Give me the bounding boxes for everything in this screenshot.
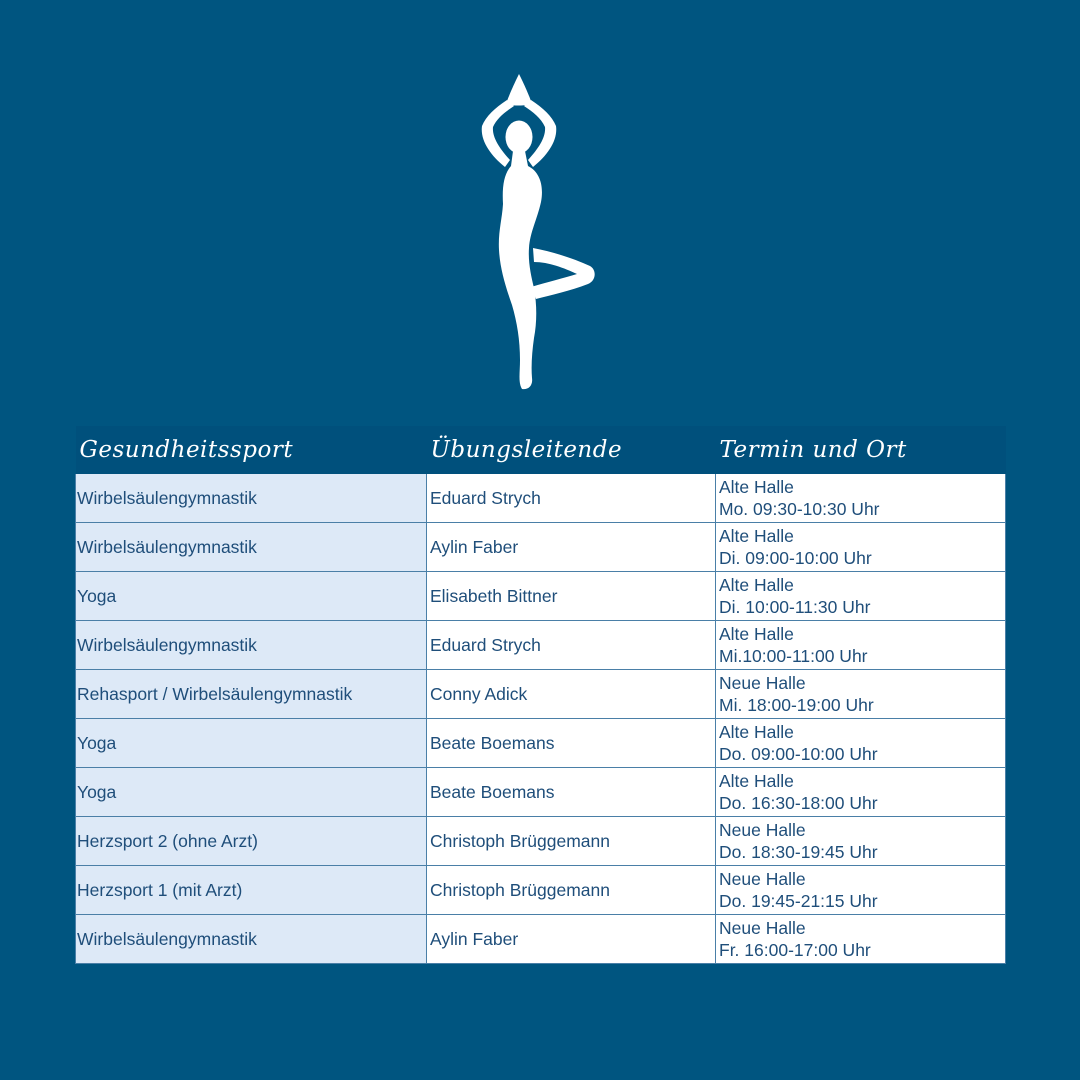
- table-row: [76, 523, 1006, 572]
- term-cell: [716, 719, 1006, 768]
- header-term: Termin und Ort: [716, 426, 1006, 474]
- time-text: Di. 09:00-10:00 Uhr: [719, 548, 872, 568]
- leader-cell: Beate Boemans: [427, 719, 716, 768]
- yoga-tree-pose-icon: [460, 72, 620, 394]
- leader-cell: Aylin Faber: [427, 915, 716, 964]
- sport-cell: Herzsport 2 (ohne Arzt): [76, 817, 427, 866]
- leader-cell: Conny Adick: [427, 670, 716, 719]
- place-text: Alte Halle: [719, 722, 794, 742]
- header-leader: Übungsleitende: [427, 426, 716, 474]
- table-row: [76, 768, 1006, 817]
- table-row: [76, 670, 1006, 719]
- time-text: Mi.10:00-11:00 Uhr: [719, 646, 868, 666]
- term-cell: [716, 866, 1006, 915]
- time-text: Do. 18:30-19:45 Uhr: [719, 842, 878, 862]
- sport-cell: Herzsport 1 (mit Arzt): [76, 866, 427, 915]
- header-row: [76, 426, 1006, 474]
- sport-cell: Yoga: [76, 768, 427, 817]
- place-text: Neue Halle: [719, 820, 806, 840]
- leader-cell: Beate Boemans: [427, 768, 716, 817]
- time-text: Do. 19:45-21:15 Uhr: [719, 891, 878, 911]
- term-cell: [716, 915, 1006, 964]
- time-text: Do. 16:30-18:00 Uhr: [719, 793, 878, 813]
- place-text: Alte Halle: [719, 771, 794, 791]
- time-text: Di. 10:00-11:30 Uhr: [719, 597, 871, 617]
- place-text: Alte Halle: [719, 477, 794, 497]
- sport-cell: Wirbelsäulengymnastik: [76, 621, 427, 670]
- table-row: [76, 572, 1006, 621]
- place-text: Alte Halle: [719, 575, 794, 595]
- leader-cell: Elisabeth Bittner: [427, 572, 716, 621]
- term-cell: [716, 621, 1006, 670]
- place-text: Neue Halle: [719, 673, 806, 693]
- time-text: Do. 09:00-10:00 Uhr: [719, 744, 878, 764]
- term-cell: [716, 670, 1006, 719]
- leader-cell: Aylin Faber: [427, 523, 716, 572]
- place-text: Neue Halle: [719, 918, 806, 938]
- course-schedule-table: [75, 426, 1006, 964]
- time-text: Mi. 18:00-19:00 Uhr: [719, 695, 874, 715]
- sport-cell: Rehasport / Wirbelsäulengymnastik: [76, 670, 427, 719]
- sport-cell: Wirbelsäulengymnastik: [76, 523, 427, 572]
- leader-cell: Christoph Brüggemann: [427, 817, 716, 866]
- sport-cell: Yoga: [76, 719, 427, 768]
- place-text: Alte Halle: [719, 526, 794, 546]
- table-header: [76, 426, 1006, 474]
- term-cell: [716, 817, 1006, 866]
- table-row: [76, 915, 1006, 964]
- term-cell: [716, 523, 1006, 572]
- leader-cell: Eduard Strych: [427, 621, 716, 670]
- term-cell: [716, 474, 1006, 523]
- time-text: Fr. 16:00-17:00 Uhr: [719, 940, 871, 960]
- header-sport: Gesundheitssport: [76, 426, 427, 474]
- table-row: [76, 866, 1006, 915]
- sport-cell: Wirbelsäulengymnastik: [76, 474, 427, 523]
- term-cell: [716, 572, 1006, 621]
- table-row: [76, 474, 1006, 523]
- table-row: [76, 719, 1006, 768]
- sport-cell: Wirbelsäulengymnastik: [76, 915, 427, 964]
- place-text: Neue Halle: [719, 869, 806, 889]
- table-row: [76, 817, 1006, 866]
- table-row: [76, 621, 1006, 670]
- sport-cell: Yoga: [76, 572, 427, 621]
- leader-cell: Eduard Strych: [427, 474, 716, 523]
- term-cell: [716, 768, 1006, 817]
- table-body: [76, 474, 1006, 964]
- leader-cell: Christoph Brüggemann: [427, 866, 716, 915]
- place-text: Alte Halle: [719, 624, 794, 644]
- time-text: Mo. 09:30-10:30 Uhr: [719, 499, 880, 519]
